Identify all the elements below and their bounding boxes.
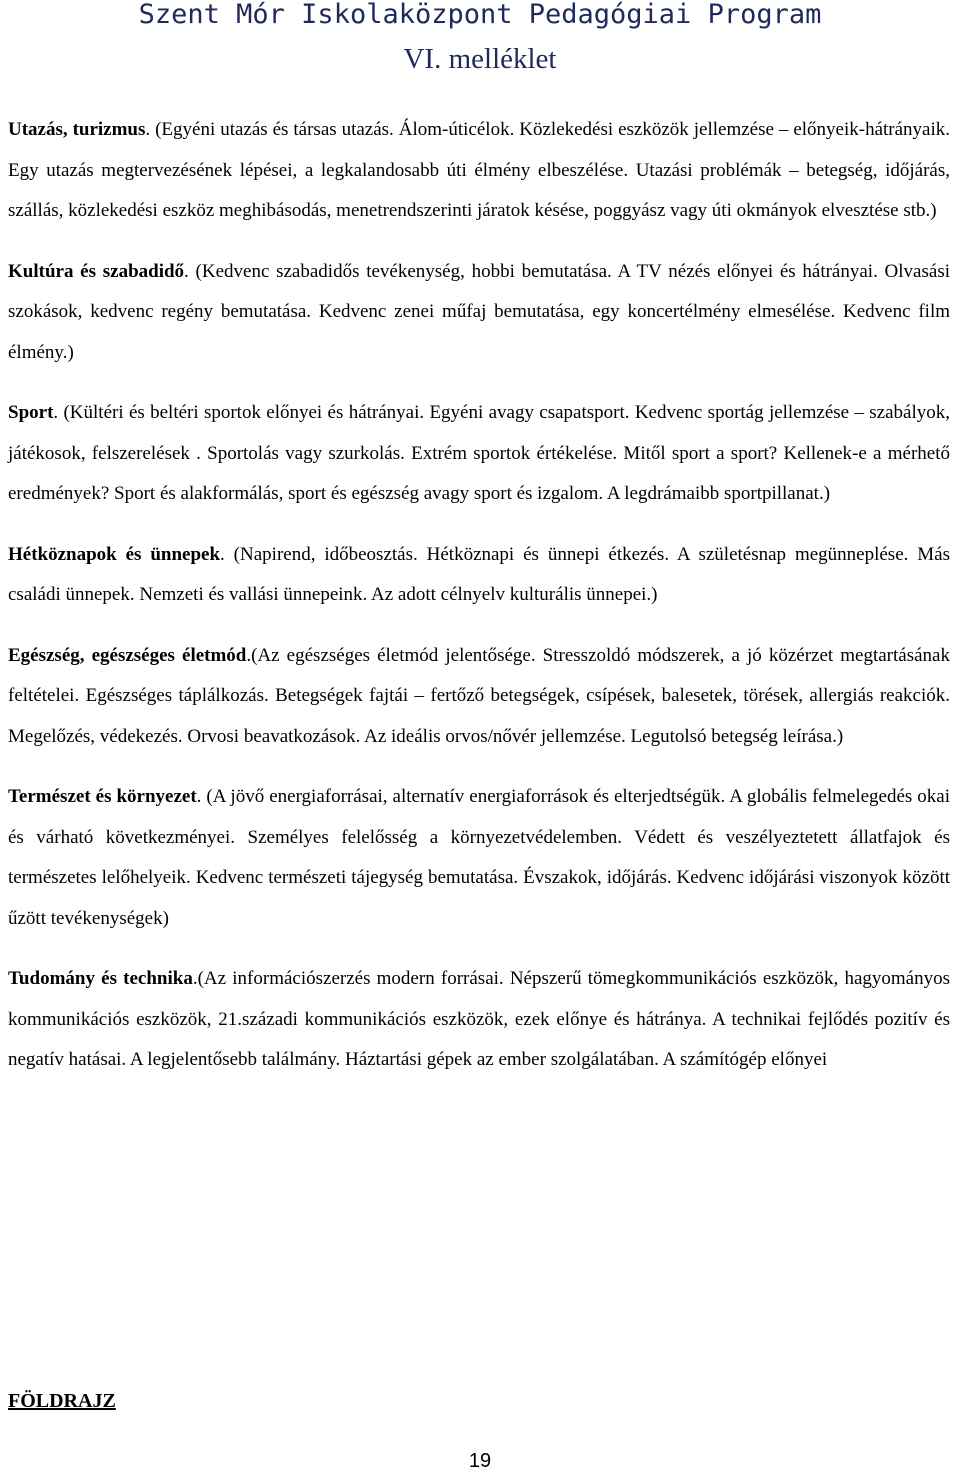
paragraph-title: Sport xyxy=(8,402,54,423)
paragraph-title: Tudomány és technika xyxy=(8,968,193,989)
header-annex-title: VI. melléklet xyxy=(403,43,557,75)
paragraph-title: Utazás, turizmus xyxy=(8,119,146,140)
paragraph-text: . (Napirend, időbeosztás. Hétköznapi és ünnepi étkezés. A születésnap megünneplése. Más családi ünnepek. Nemzeti és vallási ünnepeink. Az adott célnyelv kulturális ünnepei.) xyxy=(8,543,950,605)
document-body xyxy=(8,110,950,1101)
paragraph-title: Egészség, egészséges életmód xyxy=(8,644,247,666)
paragraph-title: Hétköznapok és ünnepek xyxy=(8,543,221,565)
page-number: 19 xyxy=(468,1450,492,1472)
paragraph-title: Kultúra és szabadidő xyxy=(8,260,185,282)
paragraph-text: . (Kedvenc szabadidős tevékenység, hobbi bemutatása. A TV nézés előnyei és hátrányai. Olvasási szokások, kedvenc regény bemutatása. Kedvenc zenei műfaj bemutatása, egy koncertélmény elmesélése. Kedvenc film élmény.) xyxy=(8,260,950,363)
paragraph-nature xyxy=(8,777,950,939)
paragraph-culture xyxy=(8,252,950,374)
section-title-geography: FÖLDRAJZ xyxy=(8,1390,116,1412)
paragraph-weekdays-holidays xyxy=(8,535,950,616)
paragraph-text: . (Kültéri és beltéri sportok előnyei és hátrányai. Egyéni avagy csapatsport. Kedvenc sportág jellemzése – szabályok, játékosok, felszerelések . Sportolás vagy szurkolás. Extrém sportok értékelése. Mitől sport a sport? Kellenek-e a mérhető eredmények? Sport és alakformálás, sport és egészség avagy sport és izgalom. A legdrámaibb sportpillanat.) xyxy=(8,402,950,504)
paragraph-text: . (A jövő energiaforrásai, alternatív energiaforrások és elterjedtségük. A globális felmelegedés okai és várható következményei. Személyes felelősség a környezetvédelemben. Védett és veszélyeztetett állatfajok és természetes lelőhelyeik. Kedvenc természeti tájegység bemutatása. Évszakok, időjárás. Kedvenc időjárási viszonyok között űzött tevékenységek) xyxy=(8,786,951,929)
paragraph-text: .(Az információszerzés modern forrásai. Népszerű tömegkommunikációs eszközök, hagyományos kommunikációs eszközök, 21.századi kommunikációs eszközök, ezek előnye és hátránya. A technikai fejlődés pozitív és negatív hatásai. A legjelentősebb találmány. Háztartási gépek az ember szolgálatában. A számítógép előnyei xyxy=(8,968,950,1070)
paragraph-science xyxy=(8,959,950,1081)
paragraph-sport xyxy=(8,393,950,515)
paragraph-travel xyxy=(8,110,950,232)
paragraph-title: Természet és környezet xyxy=(8,786,197,807)
header-school-name: Szent Mór Iskolaközpont Pedagógiai Program xyxy=(138,0,822,30)
paragraph-text: . (Egyéni utazás és társas utazás. Álom-úticélok. Közlekedési eszközök jellemzése – előnyeik-hátrányaik. Egy utazás megtervezésének lépései, a legkalandosabb úti élmény elbeszélése. Utazási problémák – betegség, időjárás, szállás, közlekedési eszköz meghibásodás, menetrendszerinti járatok késése, poggyász vagy úti okmányok elvesztése stb.) xyxy=(8,119,950,221)
paragraph-health xyxy=(8,636,950,758)
paragraph-text: .(Az egészséges életmód jelentősége. Stresszoldó módszerek, a jó közérzet megtartásának feltételei. Egészséges táplálkozás. Betegségek fajtái – fertőző betegségek, csípések, balesetek, törések, allergiás reakciók. Megelőzés, védekezés. Orvosi beavatkozások. Az ideális orvos/nővér jellemzése. Legutolsó betegség leírása.) xyxy=(8,644,950,747)
